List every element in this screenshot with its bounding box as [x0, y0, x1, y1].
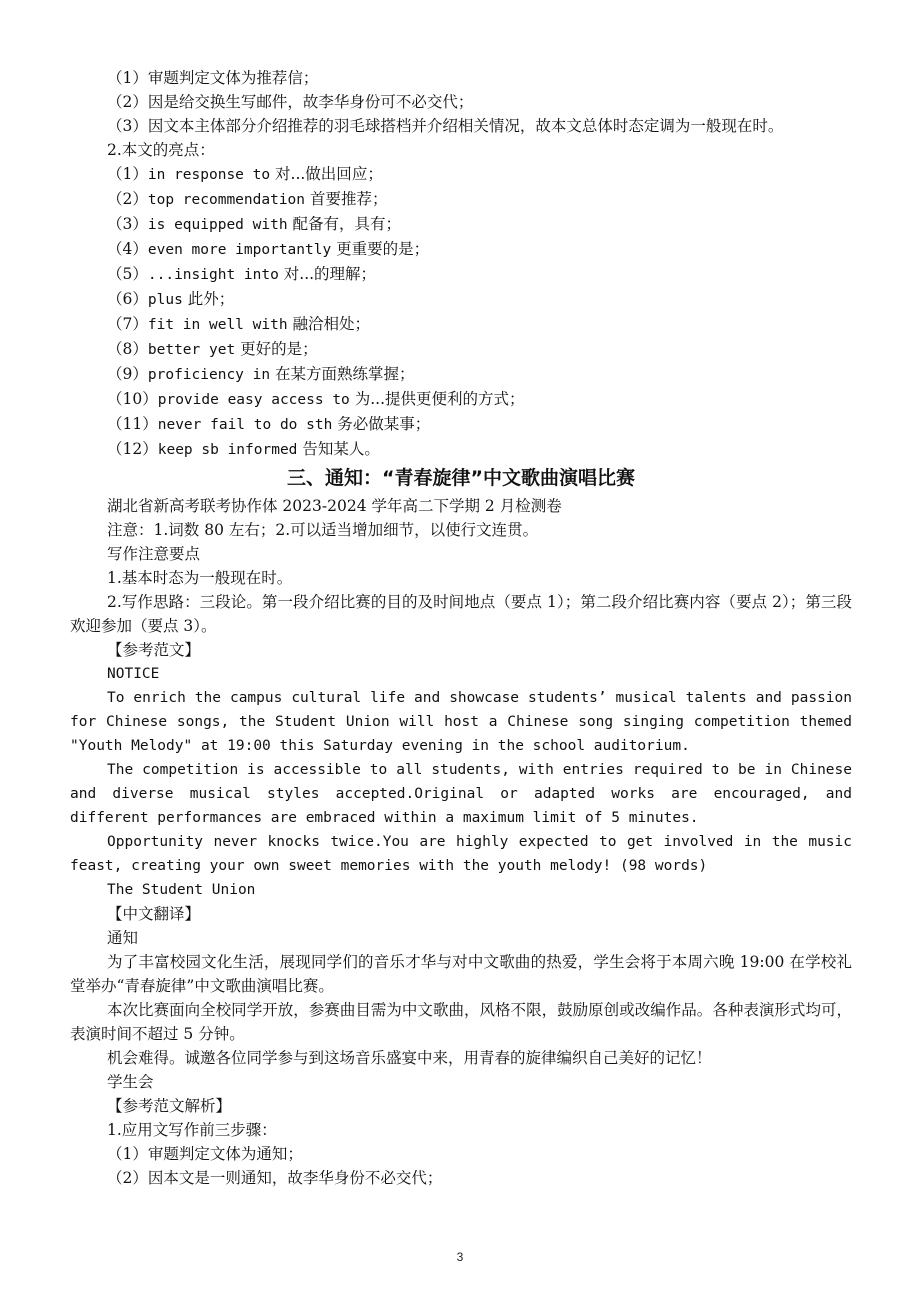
- highlight-english: proficiency in: [147, 367, 271, 383]
- translation-title: 通知: [107, 929, 139, 947]
- highlight-item: [70, 437, 852, 462]
- highlight-number: （4）: [107, 240, 148, 258]
- analysis-step-3: （3）因文本主体部分介绍推荐的羽毛球搭档并介绍相关情况，故本文总体时态定调为一般现在时。: [107, 117, 784, 135]
- highlight-english: keep sb informed: [157, 442, 298, 458]
- highlight-english: even more importantly: [147, 242, 332, 258]
- highlight-number: （7）: [107, 315, 148, 333]
- highlight-chinese: 更重要的是；: [336, 240, 430, 258]
- highlight-number: （11）: [107, 415, 158, 433]
- highlight-item: [70, 362, 852, 387]
- highlight-english: better yet: [147, 342, 236, 358]
- source-line: 湖北省新高考联考协作体 2023-2024 学年高二下学期 2 月检测卷: [107, 497, 562, 515]
- point-2: 2.写作思路：三段论。第一段介绍比赛的目的及时间地点（要点 1）；第二段介绍比赛内容（要点 2）；第三段欢迎参加（要点 3）。: [70, 593, 852, 635]
- highlight-item: [70, 387, 852, 412]
- section-heading: 三、通知：“青春旋律”中文歌曲演唱比赛: [287, 467, 635, 489]
- highlight-english: provide easy access to: [157, 392, 350, 408]
- highlight-item: [70, 212, 852, 237]
- sample-title: NOTICE: [107, 666, 160, 682]
- highlight-item: [70, 262, 852, 287]
- analysis-title: 1.应用文写作前三步骤：: [107, 1121, 277, 1139]
- highlight-item: [70, 162, 852, 187]
- sample-paragraph-1: To enrich the campus cultural life and showcase students’ musical talents and passion for Chinese songs, the Student Union will host a Chinese song singing competition themed "Youth Melody" at 19:00 this Saturday evening in the school auditorium.: [70, 690, 852, 754]
- points-title: 写作注意要点: [107, 545, 201, 563]
- note-line: 注意：1.词数 80 左右；2.可以适当增加细节，以使行文连贯。: [107, 521, 539, 539]
- analysis-item-1: （1）审题判定文体为通知；: [107, 1145, 303, 1163]
- highlight-item: [70, 337, 852, 362]
- highlight-number: （3）: [107, 215, 148, 233]
- highlight-chinese: 告知某人。: [302, 440, 380, 458]
- analysis-step-1: （1）审题判定文体为推荐信；: [107, 69, 319, 87]
- translation-paragraph-1: 为了丰富校园文化生活，展现同学们的音乐才华与对中文歌曲的热爱，学生会将于本周六晚 19:00 在学校礼堂举办“青春旋律”中文歌曲演唱比赛。: [70, 953, 852, 995]
- highlight-chinese: 为...提供更便利的方式；: [354, 390, 525, 408]
- page-number: 3: [456, 1250, 464, 1264]
- highlight-item: [70, 412, 852, 437]
- highlight-english: top recommendation: [147, 192, 306, 208]
- highlight-number: （1）: [107, 165, 148, 183]
- highlight-item: [70, 237, 852, 262]
- highlight-chinese: 在某方面熟练掌握；: [275, 365, 415, 383]
- highlight-chinese: 务必做某事；: [337, 415, 431, 433]
- highlight-chinese: 配备有，具有；: [292, 215, 402, 233]
- analysis-step-2: （2）因是给交换生写邮件，故李华身份可不必交代；: [107, 93, 474, 111]
- highlight-chinese: 对...的理解；: [283, 265, 377, 283]
- translation-signature: 学生会: [107, 1073, 154, 1091]
- highlight-chinese: 融洽相处；: [292, 315, 371, 333]
- highlight-number: （9）: [107, 365, 148, 383]
- highlight-chinese: 此外；: [187, 290, 235, 308]
- analysis-label: 【参考范文解析】: [107, 1097, 232, 1115]
- highlight-number: （10）: [107, 390, 158, 408]
- page-content: [70, 66, 852, 1190]
- highlight-english: in response to: [147, 167, 271, 183]
- highlight-english: never fail to do sth: [157, 417, 333, 433]
- sample-paragraph-3: Opportunity never knocks twice.You are highly expected to get involved in the music feast, creating your own sweet memories with the youth melody! (98 words): [70, 834, 852, 874]
- highlight-english: plus: [147, 292, 183, 308]
- highlight-number: （2）: [107, 190, 148, 208]
- point-1: 1.基本时态为一般现在时。: [107, 569, 293, 587]
- highlight-item: [70, 287, 852, 312]
- highlight-english: is equipped with: [147, 217, 288, 233]
- sample-label: 【参考范文】: [107, 641, 201, 659]
- analysis-item-2: （2）因本文是一则通知，故李华身份不必交代；: [107, 1169, 443, 1187]
- highlight-number: （8）: [107, 340, 148, 358]
- highlight-chinese: 更好的是；: [240, 340, 318, 358]
- highlight-number: （12）: [107, 440, 158, 458]
- highlight-number: （6）: [107, 290, 148, 308]
- highlights-title: 2.本文的亮点：: [107, 141, 215, 159]
- translation-paragraph-2: 本次比赛面向全校同学开放，参赛曲目需为中文歌曲，风格不限，鼓励原创或改编作品。各种表演形式均可，表演时间不超过 5 分钟。: [70, 1001, 852, 1043]
- translation-paragraph-3: 机会难得。诚邀各位同学参与到这场音乐盛宴中来，用青春的旋律编织自己美好的记忆！: [107, 1049, 712, 1067]
- highlight-english: fit in well with: [147, 317, 288, 333]
- sample-signature: The Student Union: [107, 882, 256, 898]
- highlight-item: [70, 312, 852, 337]
- highlight-item: [70, 187, 852, 212]
- sample-paragraph-2: The competition is accessible to all students, with entries required to be in Chinese and diverse musical styles accepted.Original or adapted works are encouraged, and different performances are embraced within a maximum limit of 5 minutes.: [70, 762, 852, 826]
- translation-label: 【中文翻译】: [107, 905, 201, 923]
- highlight-number: （5）: [107, 265, 148, 283]
- highlights-list: [70, 162, 852, 462]
- highlight-english: ...insight into: [147, 267, 279, 283]
- highlight-chinese: 首要推荐；: [309, 190, 388, 208]
- highlight-chinese: 对...做出回应；: [275, 165, 383, 183]
